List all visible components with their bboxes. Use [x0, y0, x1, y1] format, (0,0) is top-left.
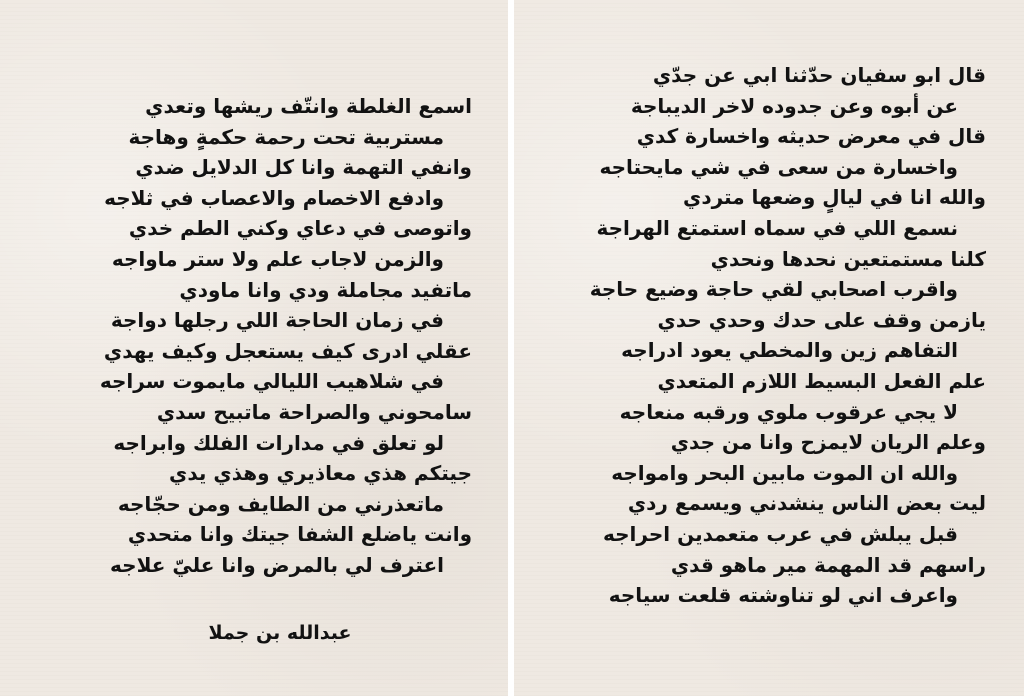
verse-line: واتوصى في دعاي وكني الطم خدي [128, 216, 472, 241]
verse-line: وادفع الاخصام والاعصاب في ثلاجه [104, 185, 444, 210]
verse-line: كلنا مستمتعين نحدها ونحدي [710, 246, 986, 271]
verse-line: لو تعلق في مدارات الفلك وابراجه [113, 430, 444, 455]
verse-line: وعلم الريان لايمزح وانا من جدي [670, 430, 986, 455]
verse-line: سامحوني والصراحة ماتبيح سدي [156, 399, 472, 424]
verse-line: جيتكم هذي معاذيري وهذي يدي [169, 461, 472, 486]
verse-line: اعترف لي بالمرض وانا عليّ علاجه [110, 552, 444, 577]
verse-line: اسمع الغلطة وانتّف ريشها وتعدي [145, 94, 472, 118]
verse-line: يازمن وقف على حدك وحدي حدي [657, 307, 986, 332]
left-poem [100, 91, 472, 581]
verse-line: قبل يبلش في عرب متعمدين احراجه [603, 521, 958, 546]
verse-line: والله ان الموت مابين البحر وامواجه [611, 460, 958, 485]
verse-line: لا يجي عرقوب ملوي ورقبه منعاجه [619, 399, 958, 424]
verse-line: التفاهم زين والمخطي يعود ادراجه [621, 338, 958, 363]
left-page [0, 0, 508, 696]
verse-line: علم الفعل البسيط اللازم المتعدي [657, 368, 986, 393]
verse-line: نسمع اللي في سماه استمتع الهراجة [596, 215, 958, 240]
verse-line: مستربية تحت رحمة حكمةٍ وهاجة [128, 124, 444, 149]
verse-line: في زمان الحاجة اللي رجلها دواجة [110, 308, 444, 333]
verse-line: ماتعذرني من الطايف ومن حجّاجه [117, 491, 444, 516]
verse-line: عقلي ادرى كيف يستعجل وكيف يهدي [103, 338, 472, 363]
verse-line: ماتفيد مجاملة ودي وانا ماودي [179, 277, 472, 302]
poet-signature: عبدالله بن جملا [208, 622, 352, 644]
verse-line: واقرب اصحابي لقي حاجة وضيع حاجة [589, 277, 958, 302]
right-poem [590, 60, 986, 611]
verse-line: والزمن لاجاب علم ولا ستر ماواجه [111, 246, 444, 271]
verse-line: قال في معرض حديثه واخسارة كدي [636, 124, 986, 149]
verse-line: والله انا في ليالٍ وضعها متردي [683, 185, 986, 210]
verse-line: وانفي التهمة وانا كل الدلايل ضدي [135, 155, 472, 180]
verse-line: قال ابو سفيان حدّثنا ابي عن جدّي [652, 63, 986, 87]
right-page [514, 0, 1024, 696]
verse-line: راسهم قد المهمة مير ماهو قدي [670, 552, 986, 577]
verse-line: ليت بعض الناس ينشدني ويسمع ردي [627, 491, 986, 516]
verse-line: وانت ياضلع الشفا جيتك وانا متحدي [127, 522, 472, 547]
verse-line: في شلاهيب الليالي مايموت سراجه [99, 369, 444, 394]
verse-line: واخسارة من سعى في شي مايحتاجه [599, 154, 958, 179]
verse-line: واعرف اني لو تناوشته قلعت سياجه [608, 583, 958, 608]
verse-line: عن أبوه وعن جدوده لاخر الديباجة [630, 93, 958, 118]
